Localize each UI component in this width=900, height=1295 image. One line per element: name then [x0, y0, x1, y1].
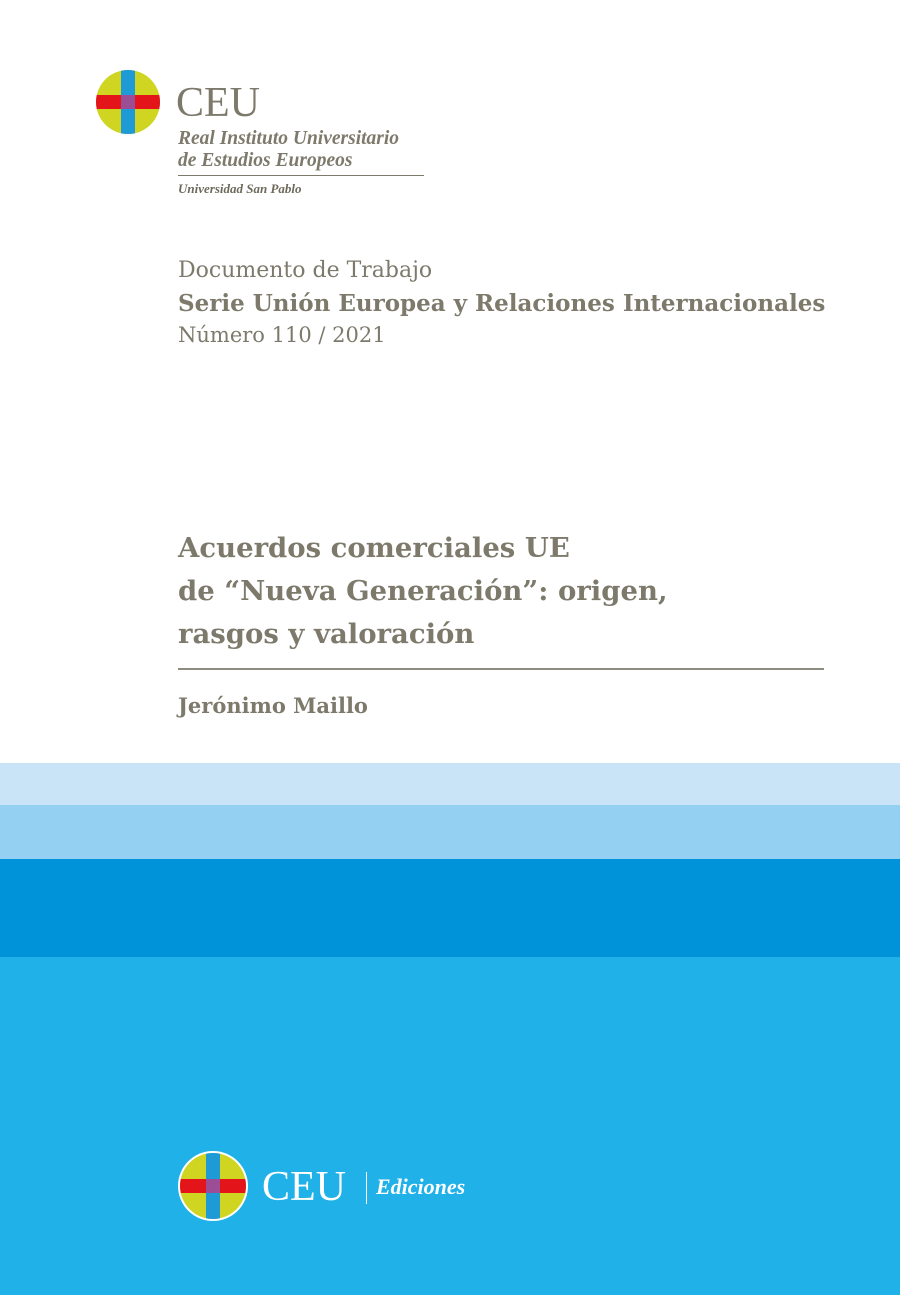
title-line: de “Nueva Generación”: origen,	[178, 575, 668, 607]
decorative-band-dark	[0, 859, 900, 957]
institute-name-line2: de Estudios Europeos	[178, 150, 353, 171]
ceu-cross-logo-icon	[96, 70, 160, 134]
brand-name: CEU	[176, 80, 260, 126]
decorative-band-mid	[0, 805, 900, 859]
document-number: Número 110 / 2021	[178, 323, 386, 347]
footer-imprint: Ediciones	[376, 1174, 466, 1199]
footer-brand-name: CEU	[262, 1164, 346, 1210]
decorative-band-light	[0, 763, 900, 805]
footer-separator	[366, 1172, 367, 1204]
institute-name-line1: Real Instituto Universitario	[178, 128, 400, 149]
document-series: Serie Unión Europea y Relaciones Internacionales	[178, 290, 826, 317]
title-divider	[178, 668, 824, 670]
ceu-cross-logo-icon	[178, 1151, 248, 1221]
institute-divider	[178, 175, 424, 176]
author-name: Jerónimo Maillo	[178, 693, 368, 718]
footer-band	[0, 957, 900, 1295]
title-line: Acuerdos comerciales UE	[178, 532, 570, 564]
title-line: rasgos y valoración	[178, 618, 475, 650]
document-type: Documento de Trabajo	[178, 258, 433, 283]
university-name: Universidad San Pablo	[178, 181, 302, 196]
document-title	[178, 527, 818, 656]
